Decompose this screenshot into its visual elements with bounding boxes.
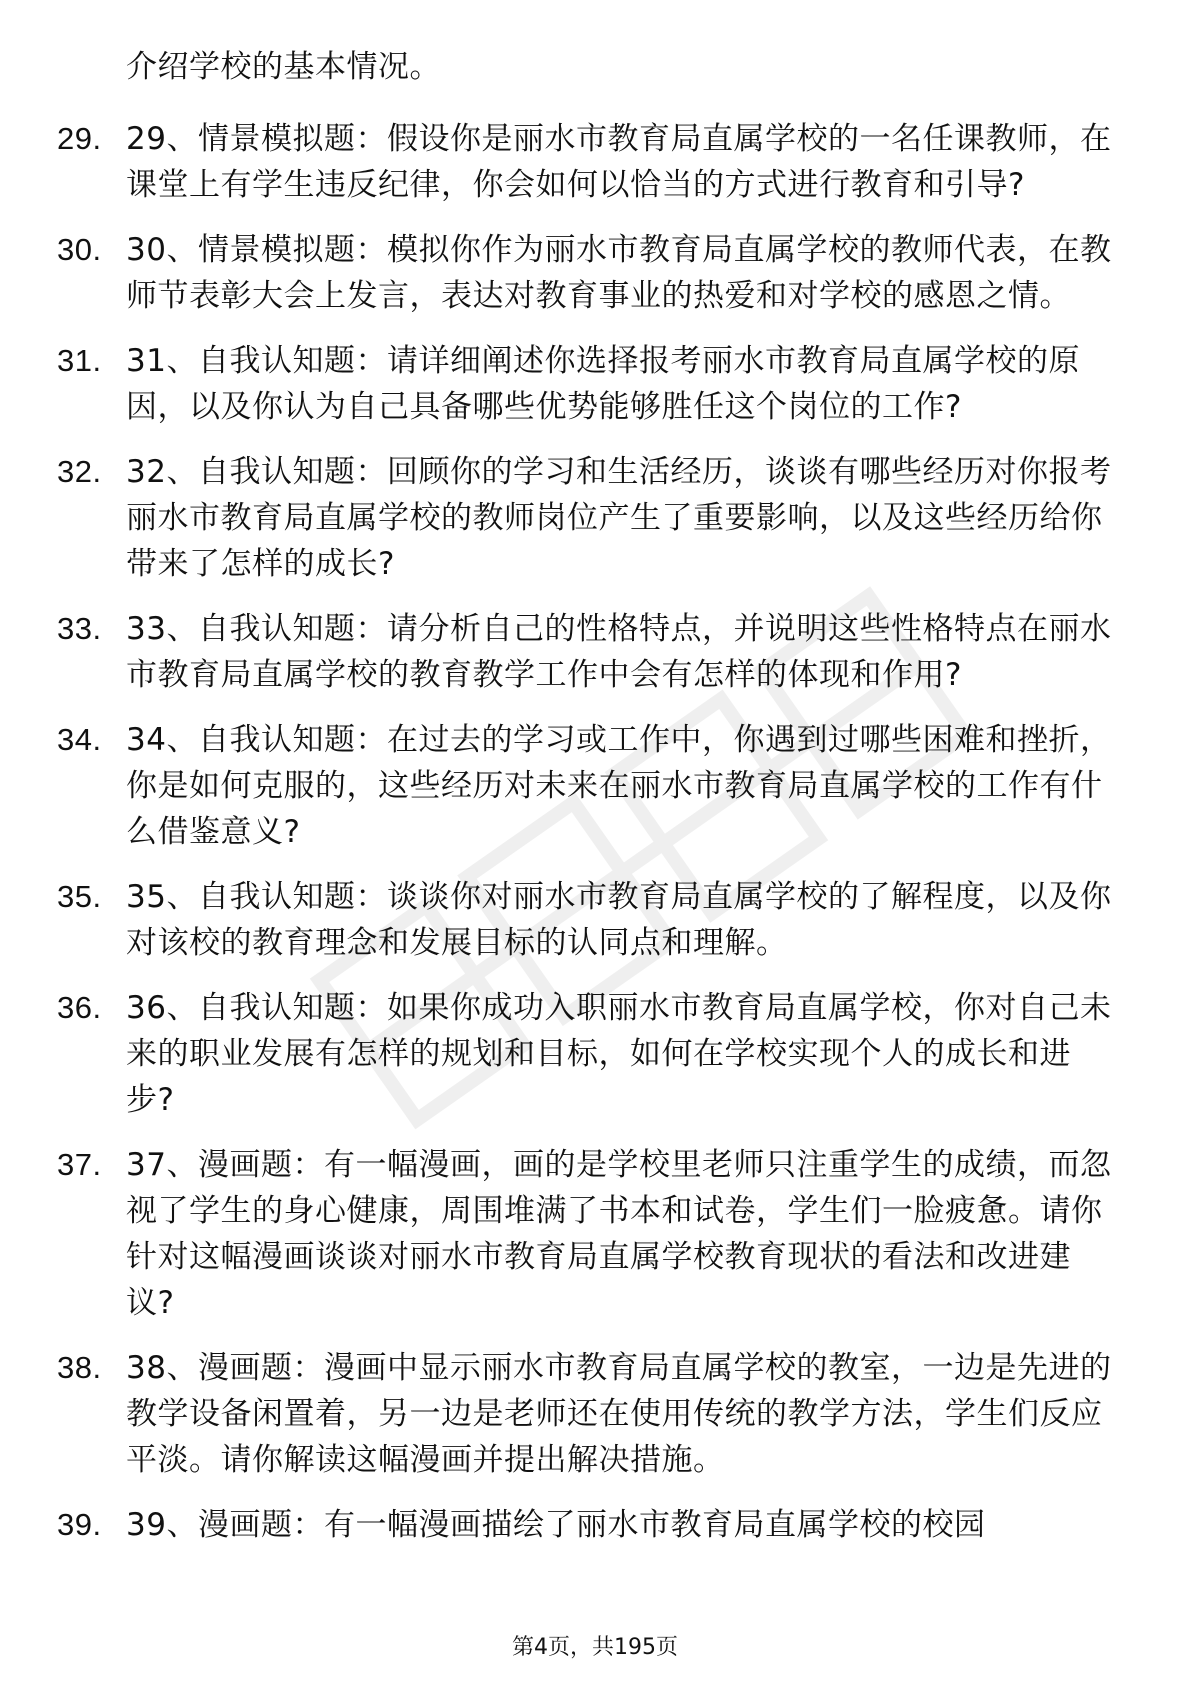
list-item [0, 1142, 1116, 1326]
item-text: 31、自我认知题：请详细阐述你选择报考丽水市教育局直属学校的原因，以及你认为自己具备哪些优势能够胜任这个岗位的工作? [126, 343, 1080, 425]
item-number: 31. [57, 343, 102, 378]
item-text: 36、自我认知题：如果你成功入职丽水市教育局直属学校，你对自己未来的职业发展有怎样的规划和目标，如何在学校实现个人的成长和进步? [126, 990, 1112, 1118]
item-number: 32. [57, 454, 102, 489]
list-item [0, 449, 1116, 587]
item-number: 30. [57, 232, 102, 267]
item-number: 29. [57, 121, 102, 156]
list-item [0, 338, 1116, 430]
item-text: 34、自我认知题：在过去的学习或工作中，你遇到过哪些困难和挫折，你是如何克服的，这些经历对未来在丽水市教育局直属学校的工作有什么借鉴意义? [126, 722, 1112, 850]
item-number: 38. [57, 1350, 102, 1385]
list-item [0, 874, 1116, 966]
item-number: 37. [57, 1147, 102, 1182]
list-item [0, 227, 1116, 319]
page-footer: 第4页，共195页 [512, 1635, 678, 1660]
list-item [0, 606, 1116, 698]
item-number: 33. [57, 611, 102, 646]
item-text: 38、漫画题：漫画中显示丽水市教育局直属学校的教室，一边是先进的教学设备闲置着，另一边是老师还在使用传统的教学方法，学生们反应平淡。请你解读这幅漫画并提出解决措施。 [126, 1350, 1112, 1478]
item-number: 39. [57, 1507, 102, 1542]
list-item [0, 985, 1116, 1123]
list-item [0, 1345, 1116, 1483]
item-text: 29、情景模拟题：假设你是丽水市教育局直属学校的一名任课教师，在课堂上有学生违反纪律，你会如何以恰当的方式进行教育和引导? [126, 121, 1112, 203]
item-number: 34. [57, 722, 102, 757]
list-item [0, 717, 1116, 855]
item-text: 39、漫画题：有一幅漫画描绘了丽水市教育局直属学校的校园 [126, 1507, 986, 1543]
item-number: 36. [57, 990, 102, 1025]
list-item [0, 1502, 1116, 1548]
item-number: 35. [57, 879, 102, 914]
question-list [0, 116, 1190, 1567]
continuation-text: 介绍学校的基本情况。 [126, 49, 441, 85]
list-item [0, 116, 1116, 208]
item-text: 33、自我认知题：请分析自己的性格特点，并说明这些性格特点在丽水市教育局直属学校的教育教学工作中会有怎样的体现和作用? [126, 611, 1112, 693]
item-text: 30、情景模拟题：模拟你作为丽水市教育局直属学校的教师代表，在教师节表彰大会上发言，表达对教育事业的热爱和对学校的感恩之情。 [126, 232, 1112, 314]
item-text: 37、漫画题：有一幅漫画，画的是学校里老师只注重学生的成绩，而忽视了学生的身心健康，周围堆满了书本和试卷，学生们一脸疲惫。请你针对这幅漫画谈谈对丽水市教育局直属学校教育现状的看法和改进建议? [126, 1147, 1112, 1321]
item-text: 32、自我认知题：回顾你的学习和生活经历，谈谈有哪些经历对你报考丽水市教育局直属学校的教师岗位产生了重要影响，以及这些经历给你带来了怎样的成长? [126, 454, 1112, 582]
item-text: 35、自我认知题：谈谈你对丽水市教育局直属学校的了解程度，以及你对该校的教育理念和发展目标的认同点和理解。 [126, 879, 1112, 961]
